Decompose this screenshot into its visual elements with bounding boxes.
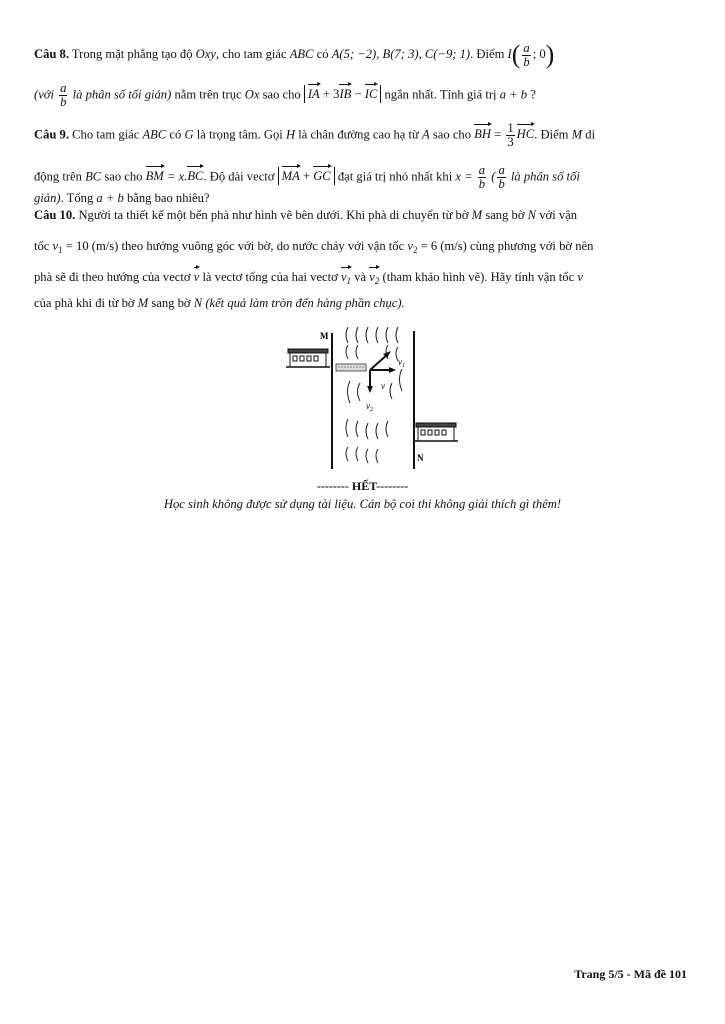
fraction-a-b xyxy=(497,164,505,191)
text: ; 0 xyxy=(532,46,546,61)
q10-label: Câu 10. xyxy=(34,208,76,222)
math-a-plus-b: a + b xyxy=(96,191,124,205)
text: là vectơ tổng của hai vectơ xyxy=(202,270,338,284)
vector-v1 xyxy=(341,270,351,286)
ferry-diagram xyxy=(282,323,462,471)
math-n: N xyxy=(527,208,537,222)
text: − xyxy=(351,87,365,102)
text: + 3 xyxy=(319,87,340,102)
q10-line-2 xyxy=(34,239,593,255)
text: sao cho xyxy=(104,169,143,184)
vector-ia: IA xyxy=(307,87,320,102)
math-n: N xyxy=(193,296,203,310)
text: v xyxy=(369,270,375,284)
math-a: A xyxy=(422,127,430,142)
text: v xyxy=(340,270,347,284)
denominator: 3 xyxy=(507,135,514,149)
vector-v: v xyxy=(193,270,200,284)
house-right-icon xyxy=(414,423,458,441)
vector-expression xyxy=(278,167,335,185)
text: nằm trên trục xyxy=(174,87,242,102)
subscript: 1 xyxy=(58,245,63,255)
label-m: M xyxy=(320,331,329,341)
denominator: b xyxy=(498,177,505,191)
text: , cho tam giác xyxy=(215,46,287,61)
label-v2 xyxy=(366,401,373,413)
point-b: B(7; 3) xyxy=(382,46,419,61)
subscript: 2 xyxy=(374,276,380,286)
text: . Độ dài vectơ xyxy=(203,169,275,184)
denominator: b xyxy=(478,177,486,191)
water-current xyxy=(346,327,402,463)
vector-bm: BM xyxy=(145,169,164,184)
math-x: x = xyxy=(455,169,473,184)
vector-expression xyxy=(304,85,381,103)
text: Cho tam giác xyxy=(72,127,140,142)
text: (với xyxy=(34,87,55,102)
math-m: M xyxy=(137,296,149,310)
numerator: a xyxy=(60,81,67,95)
vector-ic: IC xyxy=(364,87,378,102)
text: + xyxy=(299,169,314,184)
math-ox: Ox xyxy=(244,87,260,102)
q10-line-4 xyxy=(34,296,405,311)
text: là chân đường cao hạ từ xyxy=(298,127,419,142)
point-a: A(5; −2) xyxy=(331,46,377,61)
label-v: v xyxy=(381,381,385,391)
q9-line-3 xyxy=(34,191,209,206)
math-h: H xyxy=(285,127,296,142)
text: phà sẽ đi theo hướng của vectơ xyxy=(34,270,191,284)
vector-bc: BC xyxy=(187,169,204,184)
text: giản) xyxy=(34,191,61,205)
text: là phân số tối xyxy=(510,169,580,184)
q10-line-3 xyxy=(34,270,583,286)
math-a-plus-b: a + b xyxy=(499,87,528,102)
text: là phân số tối giản) xyxy=(72,87,172,102)
vector-ma: MA xyxy=(281,169,300,184)
text: sao cho xyxy=(432,127,472,142)
text: v xyxy=(398,357,402,367)
math-g: G xyxy=(184,127,194,142)
fraction-a-b xyxy=(59,82,67,109)
q9-line-1 xyxy=(34,122,595,149)
math-oxy: Oxy xyxy=(195,46,216,61)
math-abc: ABC xyxy=(142,127,167,142)
text: . Tổng xyxy=(60,191,94,205)
subscript: 2 xyxy=(412,245,418,255)
numerator: 1 xyxy=(507,121,514,135)
math-v2: v xyxy=(407,239,413,253)
q9-label: Câu 9. xyxy=(34,127,69,142)
q9-line-2: động trên BC sao cho BM = x.BC. Độ dài vectơ MA + GC đạt giá trị nhỏ nhất khi x = $\frac{a}{b}$ ( $\frac{a}{b}$ là phân số tối xyxy=(34,163,580,191)
subscript: 1 xyxy=(346,276,352,286)
ferry-boat-icon xyxy=(336,364,366,371)
text: sang bờ xyxy=(485,208,525,222)
text: di xyxy=(585,127,596,142)
vector-hc: HC xyxy=(516,127,535,142)
house-left-icon xyxy=(286,349,330,367)
text: và xyxy=(354,270,367,284)
label-n: N xyxy=(417,453,424,463)
vector-bh: BH xyxy=(474,127,491,142)
text: sao cho xyxy=(262,87,301,102)
text: . Điểm xyxy=(534,127,569,142)
fraction-a-b xyxy=(522,42,530,69)
end-note: Học sinh không được sử dụng tài liệu. Cán bộ coi thi không giải thích gì thêm! xyxy=(163,497,562,511)
text: = xyxy=(490,127,505,142)
text: sang bờ xyxy=(151,296,191,310)
text: v xyxy=(366,401,370,411)
numerator: a xyxy=(478,163,486,177)
paren: ( xyxy=(511,40,521,69)
text: với vận xyxy=(539,208,578,222)
q10-line-1 xyxy=(34,208,577,223)
text: là trọng tâm. Gọi xyxy=(196,127,283,142)
text: tốc xyxy=(34,239,50,253)
math-bc: BC xyxy=(85,169,102,184)
text: đạt giá trị nhỏ nhất khi xyxy=(337,169,453,184)
text: (tham khảo hình vẽ). Hãy tính vận tốc xyxy=(382,270,575,284)
q8-line-1: Câu 8. Trong mặt phẳng tạo độ Oxy, cho tam giác ABC có A(5; −2), B(7; 3), C(−9; 1). Điểm I( $\frac{a}{b}$ ; 0) xyxy=(34,40,555,69)
vector-ib: IB xyxy=(339,87,352,102)
math-abc: ABC xyxy=(289,46,314,61)
subscript: 1 xyxy=(402,363,405,369)
math-m: M xyxy=(571,127,583,142)
math-v: v xyxy=(577,270,583,284)
vector-gc: GC xyxy=(313,169,331,184)
text: động trên xyxy=(34,169,82,184)
text: Người ta thiết kế một bến phà như hình vẽ bên dưới. Khi phà di chuyển từ bờ xyxy=(78,208,469,222)
text: = x. xyxy=(163,169,188,184)
text: ngắn nhất. Tính giá trị xyxy=(384,87,497,102)
text: bằng bao nhiêu? xyxy=(126,191,210,205)
fraction-one-third xyxy=(506,122,514,149)
numerator: a xyxy=(523,40,530,55)
page-footer: Trang 5/5 - Mã đề 101 xyxy=(574,967,687,981)
text: của phà khi đi từ bờ xyxy=(34,296,135,310)
paren: ) xyxy=(545,40,555,69)
numerator: a xyxy=(498,163,505,177)
point-i: I xyxy=(507,46,512,61)
text: = 6 (m/s) cùng phương với bờ nên xyxy=(417,239,594,253)
q8-label: Câu 8. xyxy=(34,46,69,61)
subscript: 2 xyxy=(370,407,373,413)
denominator: b xyxy=(60,95,67,109)
text: ? xyxy=(530,87,536,102)
text: có xyxy=(169,127,182,142)
text: Trong mặt phẳng tạo độ xyxy=(71,46,193,61)
point-c: C(−9; 1) xyxy=(424,46,471,61)
math-v1: v xyxy=(52,239,59,253)
math-m: M xyxy=(471,208,483,222)
q8-line-2 xyxy=(34,82,536,109)
fraction-a-b xyxy=(478,164,486,191)
denominator: b xyxy=(523,54,530,69)
text: . Điểm xyxy=(470,46,505,61)
label-v1 xyxy=(398,357,405,369)
text: (kết quả làm tròn đến hàng phần chục). xyxy=(205,296,405,310)
text: = 10 (m/s) theo hướng vuông góc với bờ, do nước chảy với vận tốc xyxy=(62,239,405,253)
end-marker: -------- HẾT-------- xyxy=(316,479,409,493)
vector-v2 xyxy=(369,270,379,286)
text: có xyxy=(316,46,329,61)
